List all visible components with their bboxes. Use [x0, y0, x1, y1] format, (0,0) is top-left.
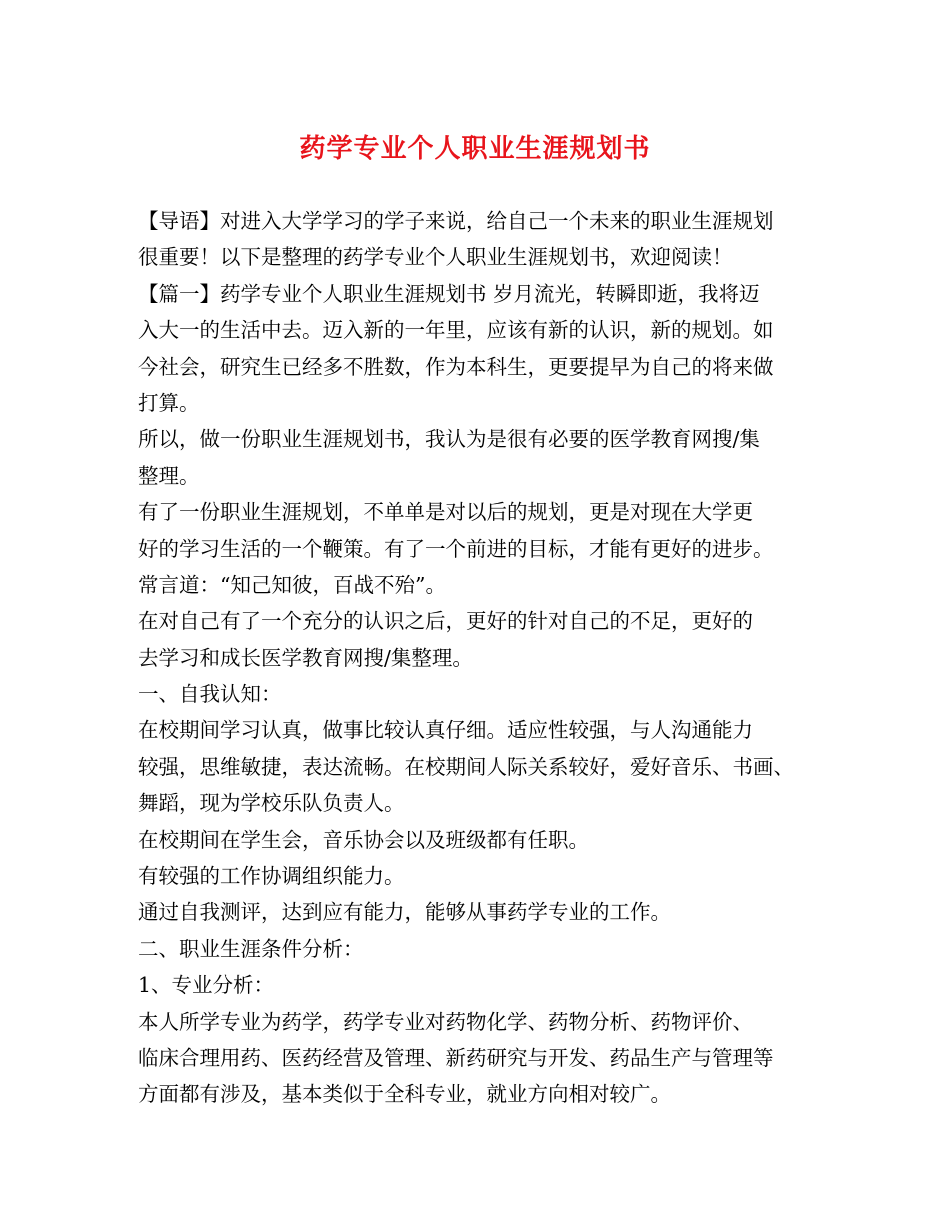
text-line: 入大一的生活中去。迈入新的一年里，应该有新的认识，新的规划。如: [138, 318, 774, 343]
text-line: 常言道：“知己知彼，百战不殆”。: [138, 572, 446, 597]
text-line: 有较强的工作协调组织能力。: [138, 864, 405, 889]
text-line: 【篇一】药学专业个人职业生涯规划书 岁月流光，转瞬即逝，我将迈: [138, 281, 760, 306]
text-line: 整理。: [138, 463, 200, 488]
text-line: 【导语】对进入大学学习的学子来说，给自己一个未来的职业生涯规划: [138, 209, 774, 233]
subsection-heading: 1、专业分析：: [138, 973, 275, 998]
text-line: 本人所学专业为药学，药学专业对药物化学、药物分析、药物评价、: [138, 1009, 753, 1034]
text-line: 好的学习生活的一个鞭策。有了一个前进的目标，才能有更好的进步。: [138, 536, 774, 561]
text-line: 临床合理用药、医药经营及管理、新药研究与开发、药品生产与管理等: [138, 1045, 774, 1070]
document-title: 药学专业个人职业生涯规划书: [299, 134, 651, 164]
document-body: [138, 203, 828, 1113]
text-line: 所以，做一份职业生涯规划书，我认为是很有必要的医学教育网搜/集: [138, 427, 760, 452]
text-line: 较强，思维敏捷，表达流畅。在校期间人际关系较好，爱好音乐、书画、: [138, 754, 794, 779]
text-line: 很重要！以下是整理的药学专业个人职业生涯规划书，欢迎阅读！: [138, 245, 733, 270]
text-line: 方面都有涉及，基本类似于全科专业，就业方向相对较广。: [138, 1082, 671, 1107]
text-line: 通过自我测评，达到应有能力，能够从事药学专业的工作。: [138, 900, 671, 925]
text-line: 今社会，研究生已经多不胜数，作为本科生，更要提早为自己的将来做: [138, 354, 774, 379]
text-line: 打算。: [138, 390, 200, 415]
section-heading: 二、职业生涯条件分析：: [138, 936, 364, 961]
text-line: 在对自己有了一个充分的认识之后，更好的针对自己的不足，更好的: [138, 609, 753, 634]
text-line: 在校期间学习认真，做事比较认真仔细。适应性较强，与人沟通能力: [138, 718, 753, 743]
text-line: 在校期间在学生会，音乐协会以及班级都有任职。: [138, 827, 589, 852]
text-line: 有了一份职业生涯规划，不单单是对以后的规划，更是对现在大学更: [138, 500, 753, 525]
section-heading: 一、自我认知：: [138, 682, 282, 707]
text-line: 舞蹈，现为学校乐队负责人。: [138, 791, 405, 816]
text-line: 去学习和成长医学教育网搜/集整理。: [138, 645, 473, 670]
